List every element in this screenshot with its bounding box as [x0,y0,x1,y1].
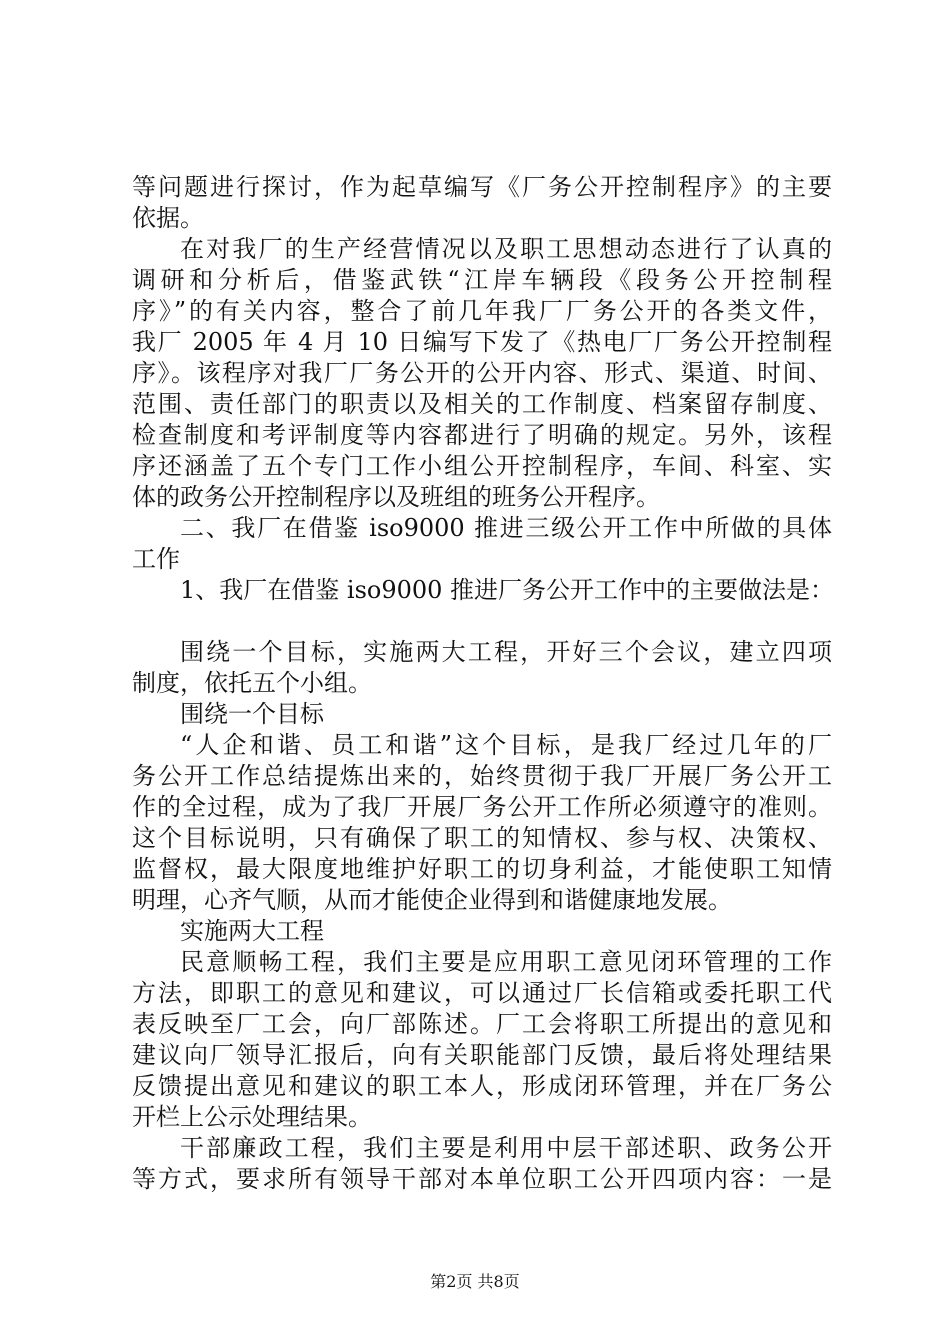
text-line: 表反映至厂工会，向厂部陈述。厂工会将职工所提出的意见和 [132,1010,832,1038]
text-line: 方法，即职工的意见和建议，可以通过厂长信箱或委托职工代 [132,979,832,1007]
text-line: 民意顺畅工程，我们主要是应用职工意见闭环管理的工作 [180,948,832,976]
text-line: 我厂 2005 年 4 月 10 日编写下发了《热电厂厂务公开控制程 [132,328,832,356]
item-heading: 围绕一个目标 [180,700,324,728]
subsection-heading: 1、我厂在借鉴 iso9000 推进厂务公开工作中的主要做法是： [180,576,835,604]
text-line: 监督权，最大限度地维护好职工的切身利益，才能使职工知情 [132,855,832,883]
text-line: 建议向厂领导汇报后，向有关职能部门反馈，最后将处理结果 [132,1041,832,1069]
text-line: 制度，依托五个小组。 [132,669,372,697]
text-line: 序》”的有关内容，整合了前几年我厂厂务公开的各类文件， [132,297,832,325]
item-heading: 实施两大工程 [180,917,324,945]
text-line: 务公开工作总结提炼出来的，始终贯彻于我厂开展厂务公开工 [132,762,832,790]
section-heading-line: 工作 [132,545,180,573]
text-line: 这个目标说明，只有确保了职工的知情权、参与权、决策权、 [132,824,832,852]
text-line: 反馈提出意见和建议的职工本人，形成闭环管理，并在厂务公 [132,1072,832,1100]
page-number-footer: 第2页 共8页 [430,1272,520,1291]
text-line: 序还涵盖了五个专门工作小组公开控制程序，车间、科室、实 [132,452,832,480]
text-line: 围绕一个目标，实施两大工程，开好三个会议，建立四项 [180,638,832,666]
text-line: 作的全过程，成为了我厂开展厂务公开工作所必须遵守的准则。 [132,793,832,821]
text-line: 等方式，要求所有领导干部对本单位职工公开四项内容：一是 [132,1165,832,1193]
document-body [132,172,835,1195]
text-line: 干部廉政工程，我们主要是利用中层干部述职、政务公开 [180,1134,832,1162]
text-line: 等问题进行探讨，作为起草编写《厂务公开控制程序》的主要 [132,173,832,201]
text-line: 明理，心齐气顺，从而才能使企业得到和谐健康地发展。 [132,886,732,914]
text-line: 在对我厂的生产经营情况以及职工思想动态进行了认真的 [180,235,832,263]
blank-line [132,606,832,637]
text-line: “人企和谐、员工和谐”这个目标，是我厂经过几年的厂 [180,731,832,759]
text-line: 体的政务公开控制程序以及班组的班务公开程序。 [132,483,660,511]
section-heading-line: 二、我厂在借鉴 iso9000 推进三级公开工作中所做的具体 [180,514,832,542]
text-line: 检查制度和考评制度等内容都进行了明确的规定。另外，该程 [132,421,832,449]
text-line: 范围、责任部门的职责以及相关的工作制度、档案留存制度、 [132,390,832,418]
text-line: 调研和分析后，借鉴武铁“江岸车辆段《段务公开控制程 [132,266,832,294]
text-line: 序》。该程序对我厂厂务公开的公开内容、形式、渠道、时间、 [132,359,832,387]
text-line: 依据。 [132,204,204,232]
text-line: 开栏上公示处理结果。 [132,1103,372,1131]
